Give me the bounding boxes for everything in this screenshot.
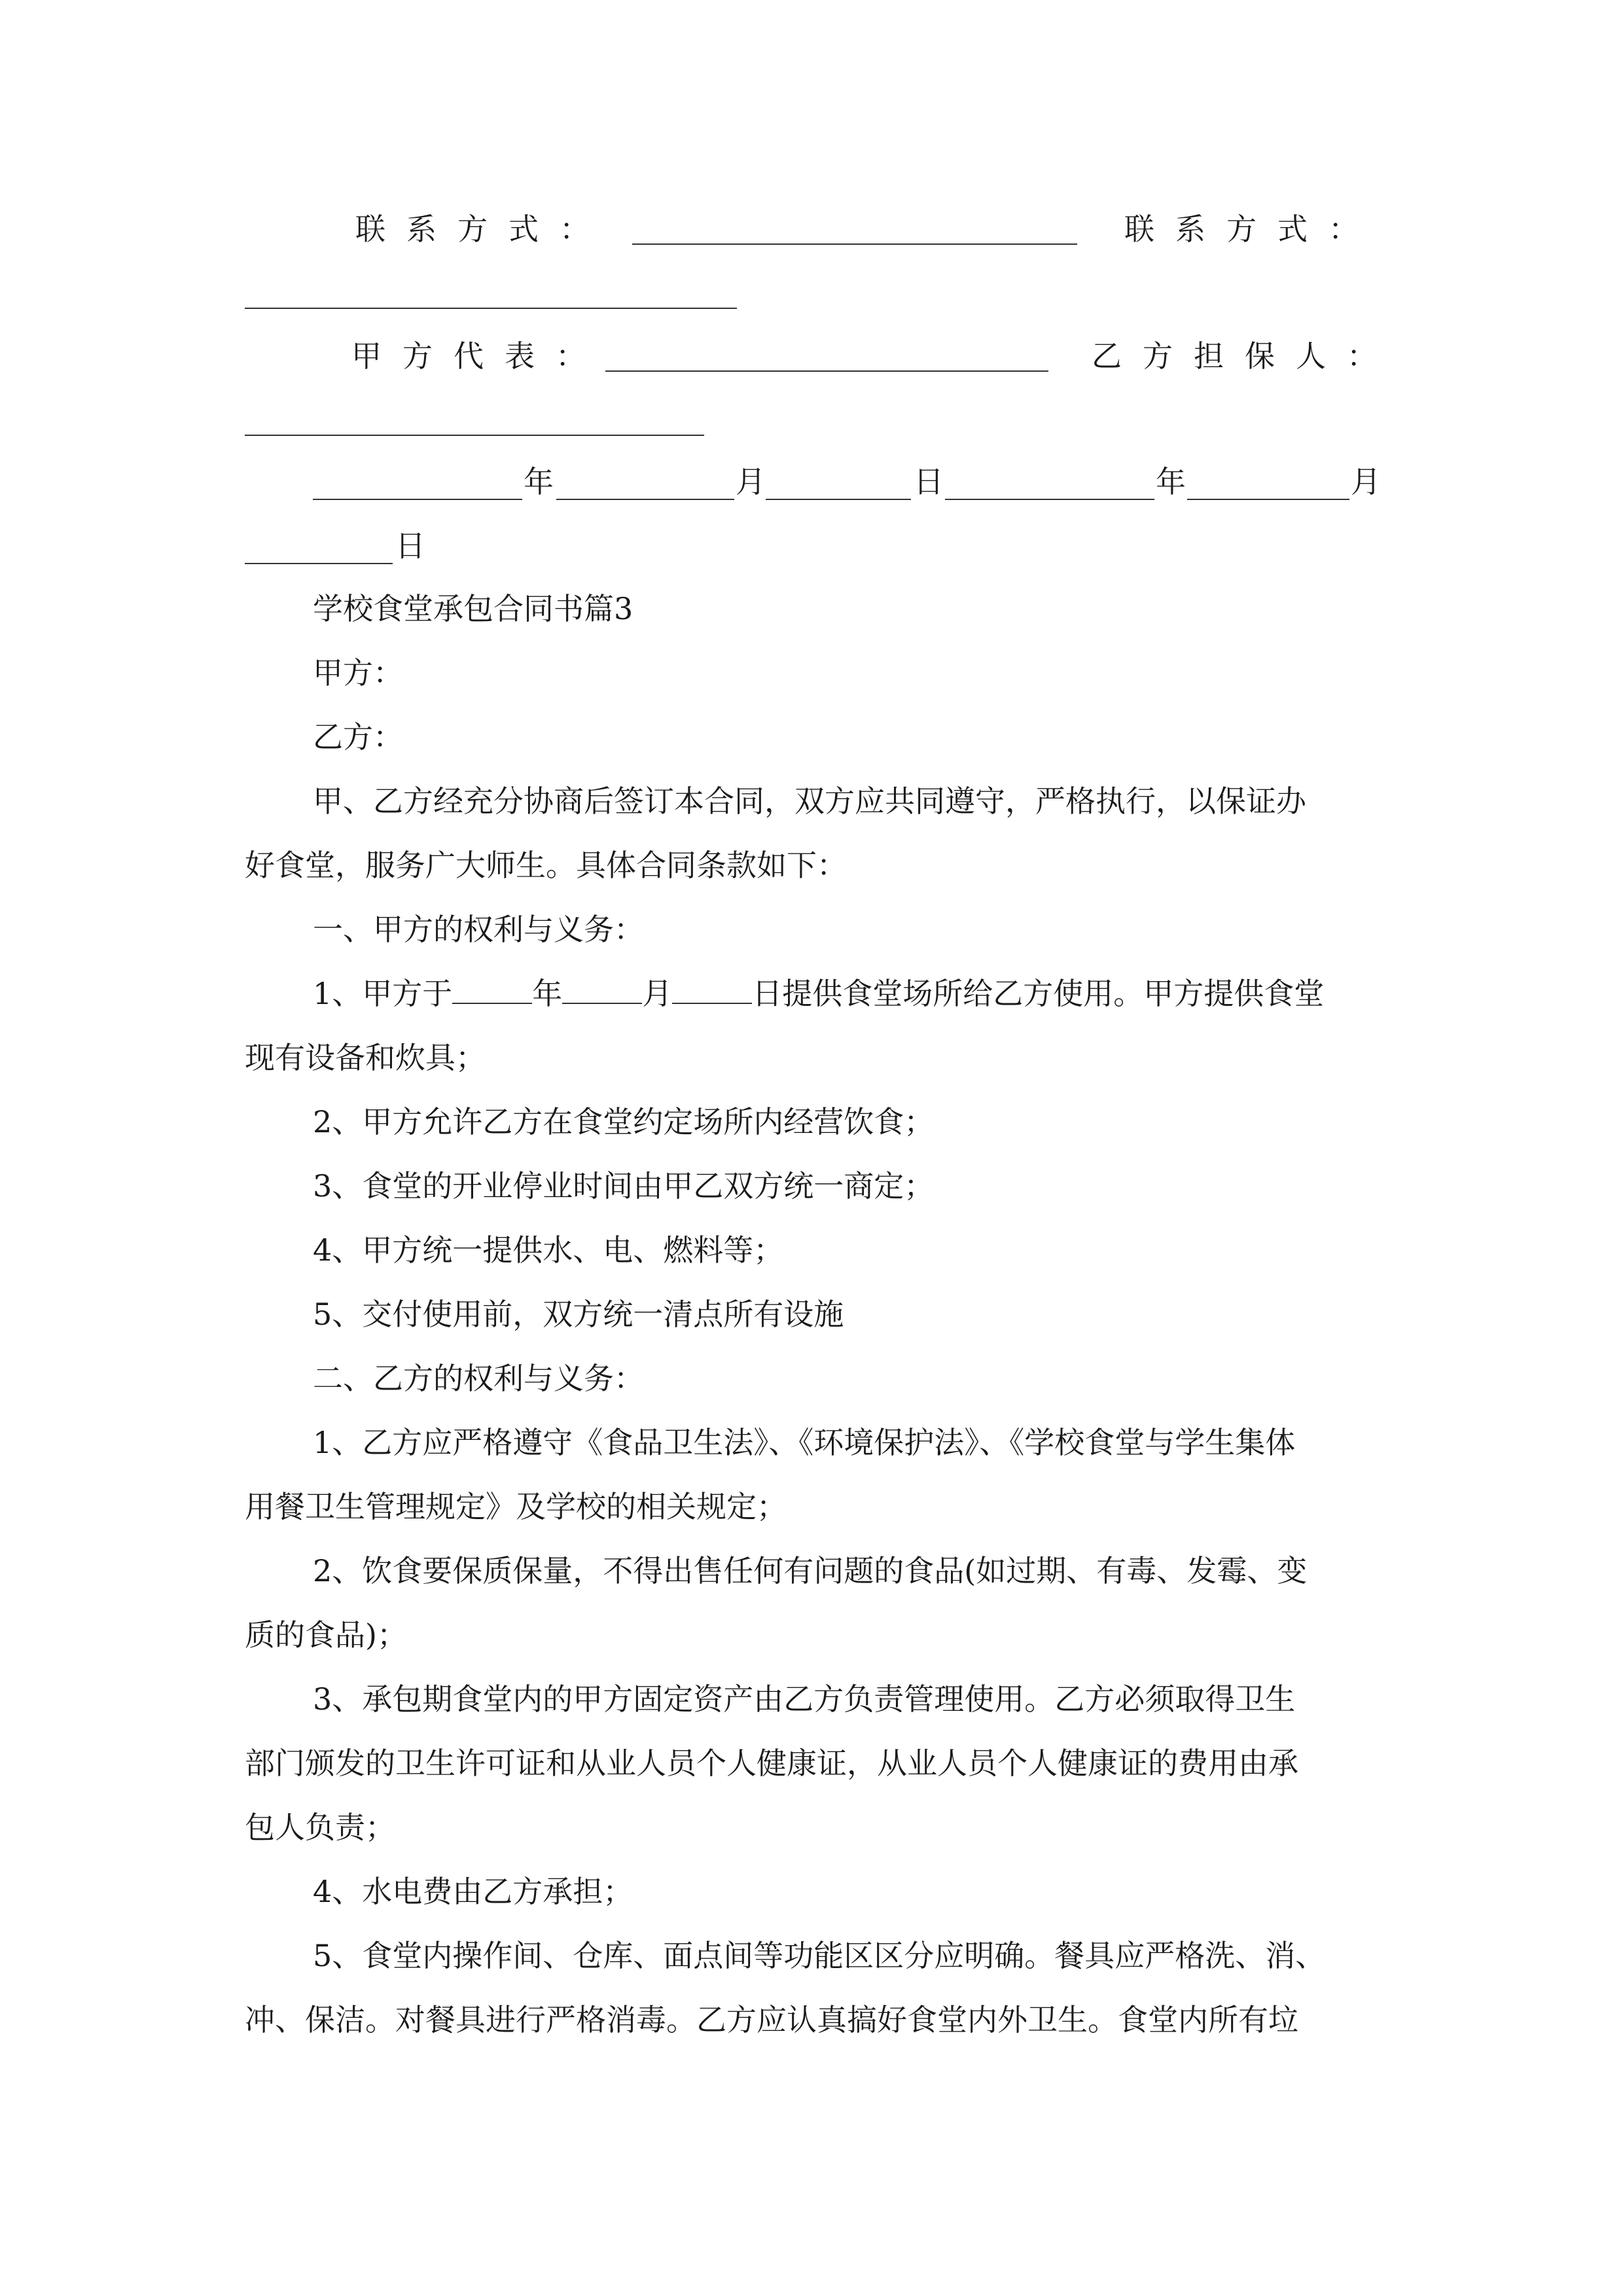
rep-blank-a xyxy=(605,370,1048,372)
item-1-suffix: 日提供食堂场所给乙方使用。甲方提供食堂 xyxy=(752,976,1325,1011)
date-month-a: 月 xyxy=(736,464,766,499)
contact-blank-a xyxy=(632,243,1077,245)
intro-line-2: 好食堂，服务广大师生。具体合同条款如下： xyxy=(245,848,847,883)
date-year-b: 年 xyxy=(1156,464,1186,499)
date-month-blank-a xyxy=(556,499,734,500)
date-day-blank-b xyxy=(245,563,393,564)
section-1-item-5: 5、交付使用前，双方统一清点所有设施 xyxy=(313,1297,844,1332)
item-1-day-blank xyxy=(672,977,752,1004)
section-2-heading: 二、乙方的权利与义务： xyxy=(313,1361,644,1396)
item-1-month-blank xyxy=(562,977,642,1004)
party-a-label: 甲方： xyxy=(313,655,403,691)
section-2-item-3-line-1: 3、承包期食堂内的甲方固定资产由乙方负责管理使用。乙方必须取得卫生 xyxy=(313,1681,1296,1717)
section-1-item-4: 4、甲方统一提供水、电、燃料等； xyxy=(313,1232,784,1268)
section-2-item-3-line-2: 部门颁发的卫生许可证和从业人员个人健康证，从业人员个人健康证的费用由承 xyxy=(245,1746,1298,1781)
party-b-label: 乙方： xyxy=(313,719,403,755)
contract-title: 学校食堂承包合同书篇3 xyxy=(313,591,633,626)
contact-label-a: 联系方式： xyxy=(355,211,611,247)
section-1-item-3: 3、食堂的开业停业时间由甲乙双方统一商定； xyxy=(313,1168,935,1204)
date-day-blank-a xyxy=(766,499,911,500)
guarantor-blank-b xyxy=(245,435,704,436)
date-year-blank-a xyxy=(313,499,522,500)
item-1-month: 月 xyxy=(642,976,673,1011)
section-2-item-4: 4、水电费由乙方承担； xyxy=(313,1874,633,1909)
date-year-a: 年 xyxy=(524,464,554,499)
section-2-item-2-line-1: 2、饮食要保质保量，不得出售任何有问题的食品(如过期、有毒、发霉、变 xyxy=(313,1553,1308,1588)
intro-line-1: 甲、乙方经充分协商后签订本合同，双方应共同遵守，严格执行，以保证办 xyxy=(313,783,1306,819)
section-2-item-5-line-1: 5、食堂内操作间、仓库、面点间等功能区区分应明确。餐具应严格洗、消、 xyxy=(313,1938,1326,1973)
date-day-b: 日 xyxy=(395,528,425,564)
item-1-prefix: 1、甲方于 xyxy=(313,976,453,1011)
date-day-a: 日 xyxy=(914,464,944,499)
item-1-year: 年 xyxy=(532,976,563,1011)
section-1-item-1 xyxy=(313,974,1324,1013)
item-1-year-blank xyxy=(452,977,532,1004)
section-2-item-5-line-2: 冲、保洁。对餐具进行严格消毒。乙方应认真搞好食堂内外卫生。食堂内所有垃 xyxy=(245,2002,1298,2037)
section-2-item-3-line-3: 包人负责； xyxy=(245,1810,395,1845)
section-1-heading: 一、甲方的权利与义务： xyxy=(313,912,644,947)
section-1-item-1-cont: 现有设备和炊具； xyxy=(245,1040,486,1075)
guarantor-label-b: 乙方担保人： xyxy=(1092,338,1398,374)
date-month-blank-b xyxy=(1187,499,1349,500)
section-2-item-1-line-1: 1、乙方应严格遵守《食品卫生法》、《环境保护法》、《学校食堂与学生集体 xyxy=(313,1425,1296,1460)
section-2-item-2-line-2: 质的食品)； xyxy=(245,1617,407,1653)
contact-blank-b xyxy=(245,308,737,309)
date-year-blank-b xyxy=(945,499,1154,500)
rep-label-a: 甲方代表： xyxy=(351,338,607,374)
section-2-item-1-line-2: 用餐卫生管理规定》及学校的相关规定； xyxy=(245,1489,787,1524)
contact-label-b: 联系方式： xyxy=(1124,211,1380,247)
section-1-item-2: 2、甲方允许乙方在食堂约定场所内经营饮食； xyxy=(313,1104,935,1139)
date-month-b: 月 xyxy=(1351,464,1381,499)
